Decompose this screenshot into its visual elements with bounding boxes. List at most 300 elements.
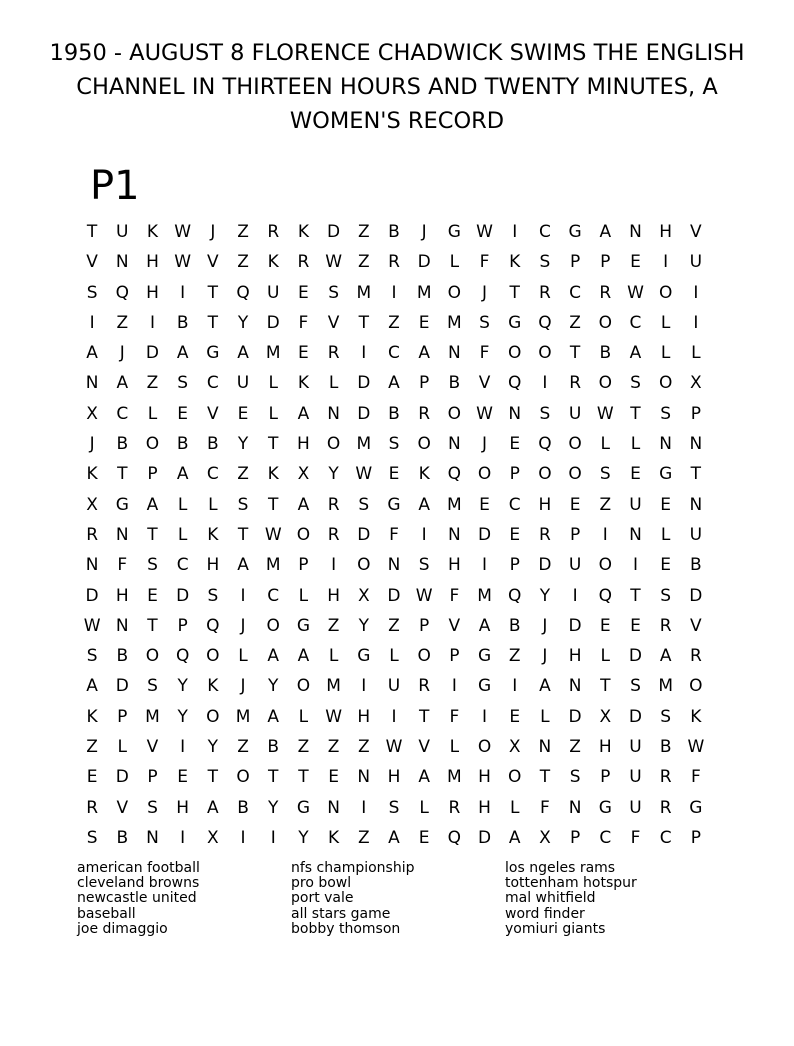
grid-letter: N [447,524,461,545]
grid-letter: C [176,555,189,576]
grid-letter: C [538,222,551,242]
grid-letter: Z [388,312,400,333]
grid-letter: R [297,252,310,273]
grid-letter: M [477,585,492,606]
word-item: yomiuri giants [505,920,606,937]
grid-letter: G [387,494,401,515]
grid-letter: T [358,312,369,333]
word-list-column [505,861,637,937]
grid-letter: D [628,646,643,667]
grid-letter: C [599,827,612,848]
grid-letter: G [477,646,492,667]
grid-letter: O [417,646,431,667]
grid-letter: J [542,615,548,636]
grid-letter: U [689,524,703,545]
grid-letter: L [600,646,611,667]
grid-letter: U [629,797,642,818]
grid-letter: I [512,676,518,697]
grid-letter: A [388,373,400,394]
grid-letter: L [540,706,550,727]
grid-letter: P [298,555,309,576]
grid-letter: L [298,585,309,606]
grid-letter: N [689,434,703,455]
grid-letter: O [447,282,462,303]
grid-letter: G [296,615,310,636]
grid-letter: T [207,312,219,333]
grid-letter: L [660,343,671,364]
grid-letter: I [693,282,699,303]
grid-letter: S [630,373,641,394]
grid-letter: A [116,373,129,394]
grid-letter: O [145,434,160,455]
grid-letter: O [658,373,673,394]
grid-letter: A [418,767,430,788]
grid-letter: P [600,767,611,788]
grid-letter: B [659,737,672,758]
grid-letter: T [268,767,279,788]
grid-letter: R [327,343,340,364]
grid-letter: W [627,282,644,303]
grid-letter: U [629,494,642,515]
grid-letter: Z [297,737,310,758]
grid-letter: D [568,706,582,727]
grid-letter: K [86,464,98,485]
grid-letter: V [690,222,702,242]
grid-letter: D [538,555,552,576]
grid-letter: W [355,464,373,485]
grid-letter: S [660,706,672,727]
grid-letter: L [328,373,339,394]
grid-letter: A [297,403,310,424]
grid-letter: G [598,797,612,818]
grid-letter: M [265,343,281,364]
grid-letter: N [146,827,159,848]
grid-letter: U [236,373,250,394]
grid-letter: L [268,403,278,424]
grid-letter: T [298,767,309,788]
grid-letter: G [508,312,522,333]
grid-letter: T [539,767,551,788]
grid-letter: H [146,252,159,273]
word-item: american football [77,860,200,876]
grid-letter: G [115,494,129,515]
grid-letter: W [83,615,101,636]
grid-letter: D [115,767,129,788]
grid-letter: O [568,434,582,455]
grid-letter: O [508,767,522,788]
grid-letter: A [237,343,249,364]
grid-letter: Y [207,737,219,758]
grid-letter: A [297,494,310,515]
grid-letter: D [477,524,492,545]
grid-letter: P [117,706,128,727]
grid-letter: L [298,706,309,727]
grid-letter: P [569,524,581,545]
grid-letter: O [206,706,220,727]
grid-letter: Q [598,585,612,606]
grid-letter: I [240,585,246,606]
grid-letter: D [357,524,371,545]
grid-letter: P [690,827,701,848]
grid-letter: D [115,676,129,697]
grid-letter: U [629,767,642,788]
grid-letter: V [86,252,98,273]
grid-letter: S [147,555,158,576]
grid-letter: B [176,312,189,333]
grid-letter: R [689,646,702,667]
grid-letter: B [690,555,702,576]
grid-letter: I [451,676,457,697]
grid-letter: Z [116,312,129,333]
grid-letter: X [86,494,98,515]
grid-letter: R [569,373,581,394]
grid-letter: J [542,646,548,667]
grid-letter: S [177,373,189,394]
grid-letter: W [476,222,493,242]
grid-letter: H [478,767,491,788]
grid-letter: V [418,737,430,758]
word-item: baseball [77,905,136,922]
grid-letter: O [477,464,492,485]
grid-letter: X [207,827,219,848]
grid-letter: D [357,373,371,394]
grid-letter: G [659,464,673,485]
grid-letter: U [629,737,642,758]
grid-letter: E [298,343,309,364]
word-item: joe dimaggio [77,920,168,937]
grid-letter: S [237,494,249,515]
grid-letter: E [509,706,521,727]
grid-letter: S [479,312,490,333]
grid-letter: M [447,767,462,788]
grid-letter: P [690,403,701,424]
grid-letter: P [177,615,188,636]
grid-letter: V [478,373,491,394]
grid-letter: G [568,222,582,242]
grid-letter: R [388,252,400,273]
grid-letter: E [630,464,641,485]
grid-letter: K [207,676,219,697]
grid-letter: E [630,615,641,636]
grid-letter: B [388,222,400,242]
grid-letter: I [663,252,669,273]
grid-letter: F [298,312,309,333]
grid-letter: Y [298,827,309,848]
grid-letter: H [478,797,491,818]
grid-letter: Y [268,676,279,697]
grid-letter: B [176,434,189,455]
grid-letter: J [421,222,427,242]
grid-letter: W [476,403,493,424]
grid-letter: L [147,403,158,424]
grid-letter: E [660,555,672,576]
grid-letter: C [659,827,672,848]
grid-letter: A [599,222,612,242]
grid-letter: T [268,434,279,455]
grid-letter: T [237,524,249,545]
grid-letter: U [387,676,401,697]
grid-letter: N [508,403,522,424]
grid-letter: C [388,343,400,364]
grid-letter: Z [357,737,370,758]
grid-letter: N [568,797,582,818]
grid-letter: T [418,706,430,727]
grid-letter: N [629,524,642,545]
grid-letter: E [509,524,521,545]
grid-letter: O [417,434,431,455]
grid-letter: I [482,555,488,576]
grid-letter: F [449,706,460,727]
grid-letter: P [147,767,158,788]
grid-letter: J [119,343,125,364]
grid-letter: C [206,464,219,485]
grid-letter: M [447,494,462,515]
word-list-column [77,861,200,937]
grid-letter: I [270,827,276,848]
grid-letter: E [660,494,672,515]
grid-letter: W [174,252,192,273]
grid-letter: L [660,524,671,545]
grid-letter: S [599,464,611,485]
grid-letter: S [388,434,400,455]
grid-letter: H [327,585,340,606]
word-item: los ngeles rams [505,860,616,876]
word-item: cleveland browns [77,875,200,892]
grid-letter: R [539,282,551,303]
grid-letter: A [418,494,430,515]
grid-letter: U [568,403,582,424]
grid-letter: Q [206,615,220,636]
grid-letter: N [659,434,673,455]
grid-letter: X [690,373,702,394]
grid-letter: I [361,676,367,697]
grid-letter: S [358,494,370,515]
grid-letter: Z [237,222,249,242]
grid-letter: D [387,585,401,606]
grid-letter: R [327,524,340,545]
grid-letter: I [240,827,246,848]
grid-letter: R [418,403,431,424]
page-title [30,36,764,138]
grid-letter: I [391,282,397,303]
word-list-column [291,861,415,937]
grid-letter: I [149,312,155,333]
title-line: WOMEN'S RECORD [289,108,505,134]
grid-letter: R [327,494,340,515]
puzzle-label: P1 [90,163,140,209]
grid-letter: O [598,555,612,576]
grid-letter: W [596,403,614,424]
grid-letter: J [89,434,95,455]
grid-letter: H [115,585,129,606]
grid-letter: R [86,797,98,818]
grid-letter: Z [508,646,521,667]
grid-letter: Y [358,615,369,636]
grid-letter: S [660,585,672,606]
grid-letter: Y [237,312,249,333]
grid-letter: H [357,706,371,727]
grid-letter: S [207,585,219,606]
grid-letter: L [268,373,278,394]
grid-letter: R [86,524,98,545]
grid-letter: I [572,585,578,606]
grid-letter: L [177,524,188,545]
word-item: word finder [505,905,585,922]
grid-letter: S [86,827,98,848]
grid-letter: U [266,282,280,303]
grid-letter: K [328,827,340,848]
grid-letter: I [180,282,186,303]
grid-letter: Q [447,464,462,485]
grid-letter: L [389,646,399,667]
grid-letter: Z [569,312,581,333]
grid-letter: H [176,797,190,818]
grid-letter: F [630,827,641,848]
grid-letter: O [508,343,522,364]
grid-letter: O [598,373,612,394]
grid-letter: A [267,646,280,667]
grid-letter: H [387,767,401,788]
grid-letter: Y [237,434,249,455]
grid-letter: U [568,555,582,576]
grid-letter: P [569,827,581,848]
grid-letter: J [240,676,246,697]
grid-letter: S [539,403,551,424]
grid-letter: W [385,737,403,758]
grid-letter: O [206,646,220,667]
grid-letter: T [569,343,581,364]
grid-letter: Z [237,464,249,485]
grid-letter: I [632,555,638,576]
grid-letter: J [482,282,488,303]
grid-letter: V [146,737,159,758]
grid-letter: T [207,282,219,303]
grid-letter: E [147,585,158,606]
grid-letter: Y [268,797,279,818]
grid-letter: Q [538,312,552,333]
grid-letter: O [477,737,492,758]
grid-letter: A [418,343,430,364]
grid-letter: Z [237,737,249,758]
grid-letter: B [207,434,219,455]
word-item: all stars game [291,905,391,922]
grid-letter: E [177,767,189,788]
grid-letter: F [449,585,460,606]
grid-letter: A [659,646,672,667]
grid-letter: I [89,312,95,333]
grid-letter: G [296,797,310,818]
grid-letter: W [325,706,342,727]
grid-letter: O [538,343,552,364]
word-item: nfs championship [291,860,415,876]
grid-letter: L [238,646,248,667]
grid-letter: C [569,282,582,303]
grid-letter: A [297,646,310,667]
grid-letter: X [508,737,521,758]
grid-letter: X [539,827,551,848]
grid-letter: D [568,615,582,636]
grid-letter: B [267,737,280,758]
grid-letter: M [658,676,673,697]
grid-letter: L [117,737,128,758]
grid-letter: N [357,767,371,788]
grid-letter: B [116,434,129,455]
grid-letter: K [86,706,98,727]
grid-letter: B [448,373,461,394]
grid-letter: P [600,252,611,273]
grid-letter: D [689,585,703,606]
grid-letter: D [266,312,280,333]
grid-letter: N [447,343,461,364]
grid-letter: L [600,434,611,455]
grid-letter: R [659,797,672,818]
grid-letter: O [357,555,371,576]
grid-letter: B [237,797,249,818]
letter-grid [77,217,711,853]
grid-letter: S [147,797,158,818]
grid-letter: E [177,403,189,424]
grid-letter: F [479,343,490,364]
grid-letter: L [691,343,701,364]
grid-letter: A [146,494,159,515]
grid-letter: N [568,676,582,697]
grid-letter: S [147,676,158,697]
grid-letter: H [598,737,612,758]
grid-letter: I [331,555,337,576]
grid-letter: U [689,252,703,273]
grid-letter: I [180,827,186,848]
grid-letter: R [539,524,551,545]
grid-letter: E [328,767,339,788]
grid-letter: I [542,373,548,394]
grid-letter: R [267,222,280,242]
grid-letter: E [418,827,430,848]
grid-letter: F [389,524,399,545]
grid-letter: A [478,615,491,636]
grid-letter: F [479,252,490,273]
word-item: tottenham hotspur [505,875,637,892]
grid-letter: L [630,434,641,455]
grid-letter: O [568,464,582,485]
grid-letter: T [147,615,158,636]
title-line: CHANNEL IN THIRTEEN HOURS AND TWENTY MINUTES, A [76,74,718,100]
grid-letter: M [326,676,341,697]
word-item: port vale [291,890,354,907]
grid-letter: D [628,706,643,727]
grid-letter: K [690,706,702,727]
grid-letter: G [689,797,703,818]
grid-letter: Q [508,585,522,606]
grid-letter: C [206,373,219,394]
grid-letter: K [267,464,279,485]
grid-letter: Z [357,827,370,848]
grid-letter: E [86,767,98,788]
grid-letter: N [447,434,461,455]
grid-letter: I [512,222,518,242]
grid-letter: R [448,797,461,818]
grid-letter: K [297,222,309,242]
grid-letter: Y [177,676,188,697]
grid-letter: J [210,222,216,242]
grid-letter: L [660,312,671,333]
grid-letter: V [690,615,702,636]
grid-letter: V [327,312,340,333]
grid-letter: E [599,615,611,636]
grid-letter: S [569,767,581,788]
grid-letter: A [508,827,521,848]
grid-letter: T [509,282,520,303]
grid-letter: E [509,434,521,455]
